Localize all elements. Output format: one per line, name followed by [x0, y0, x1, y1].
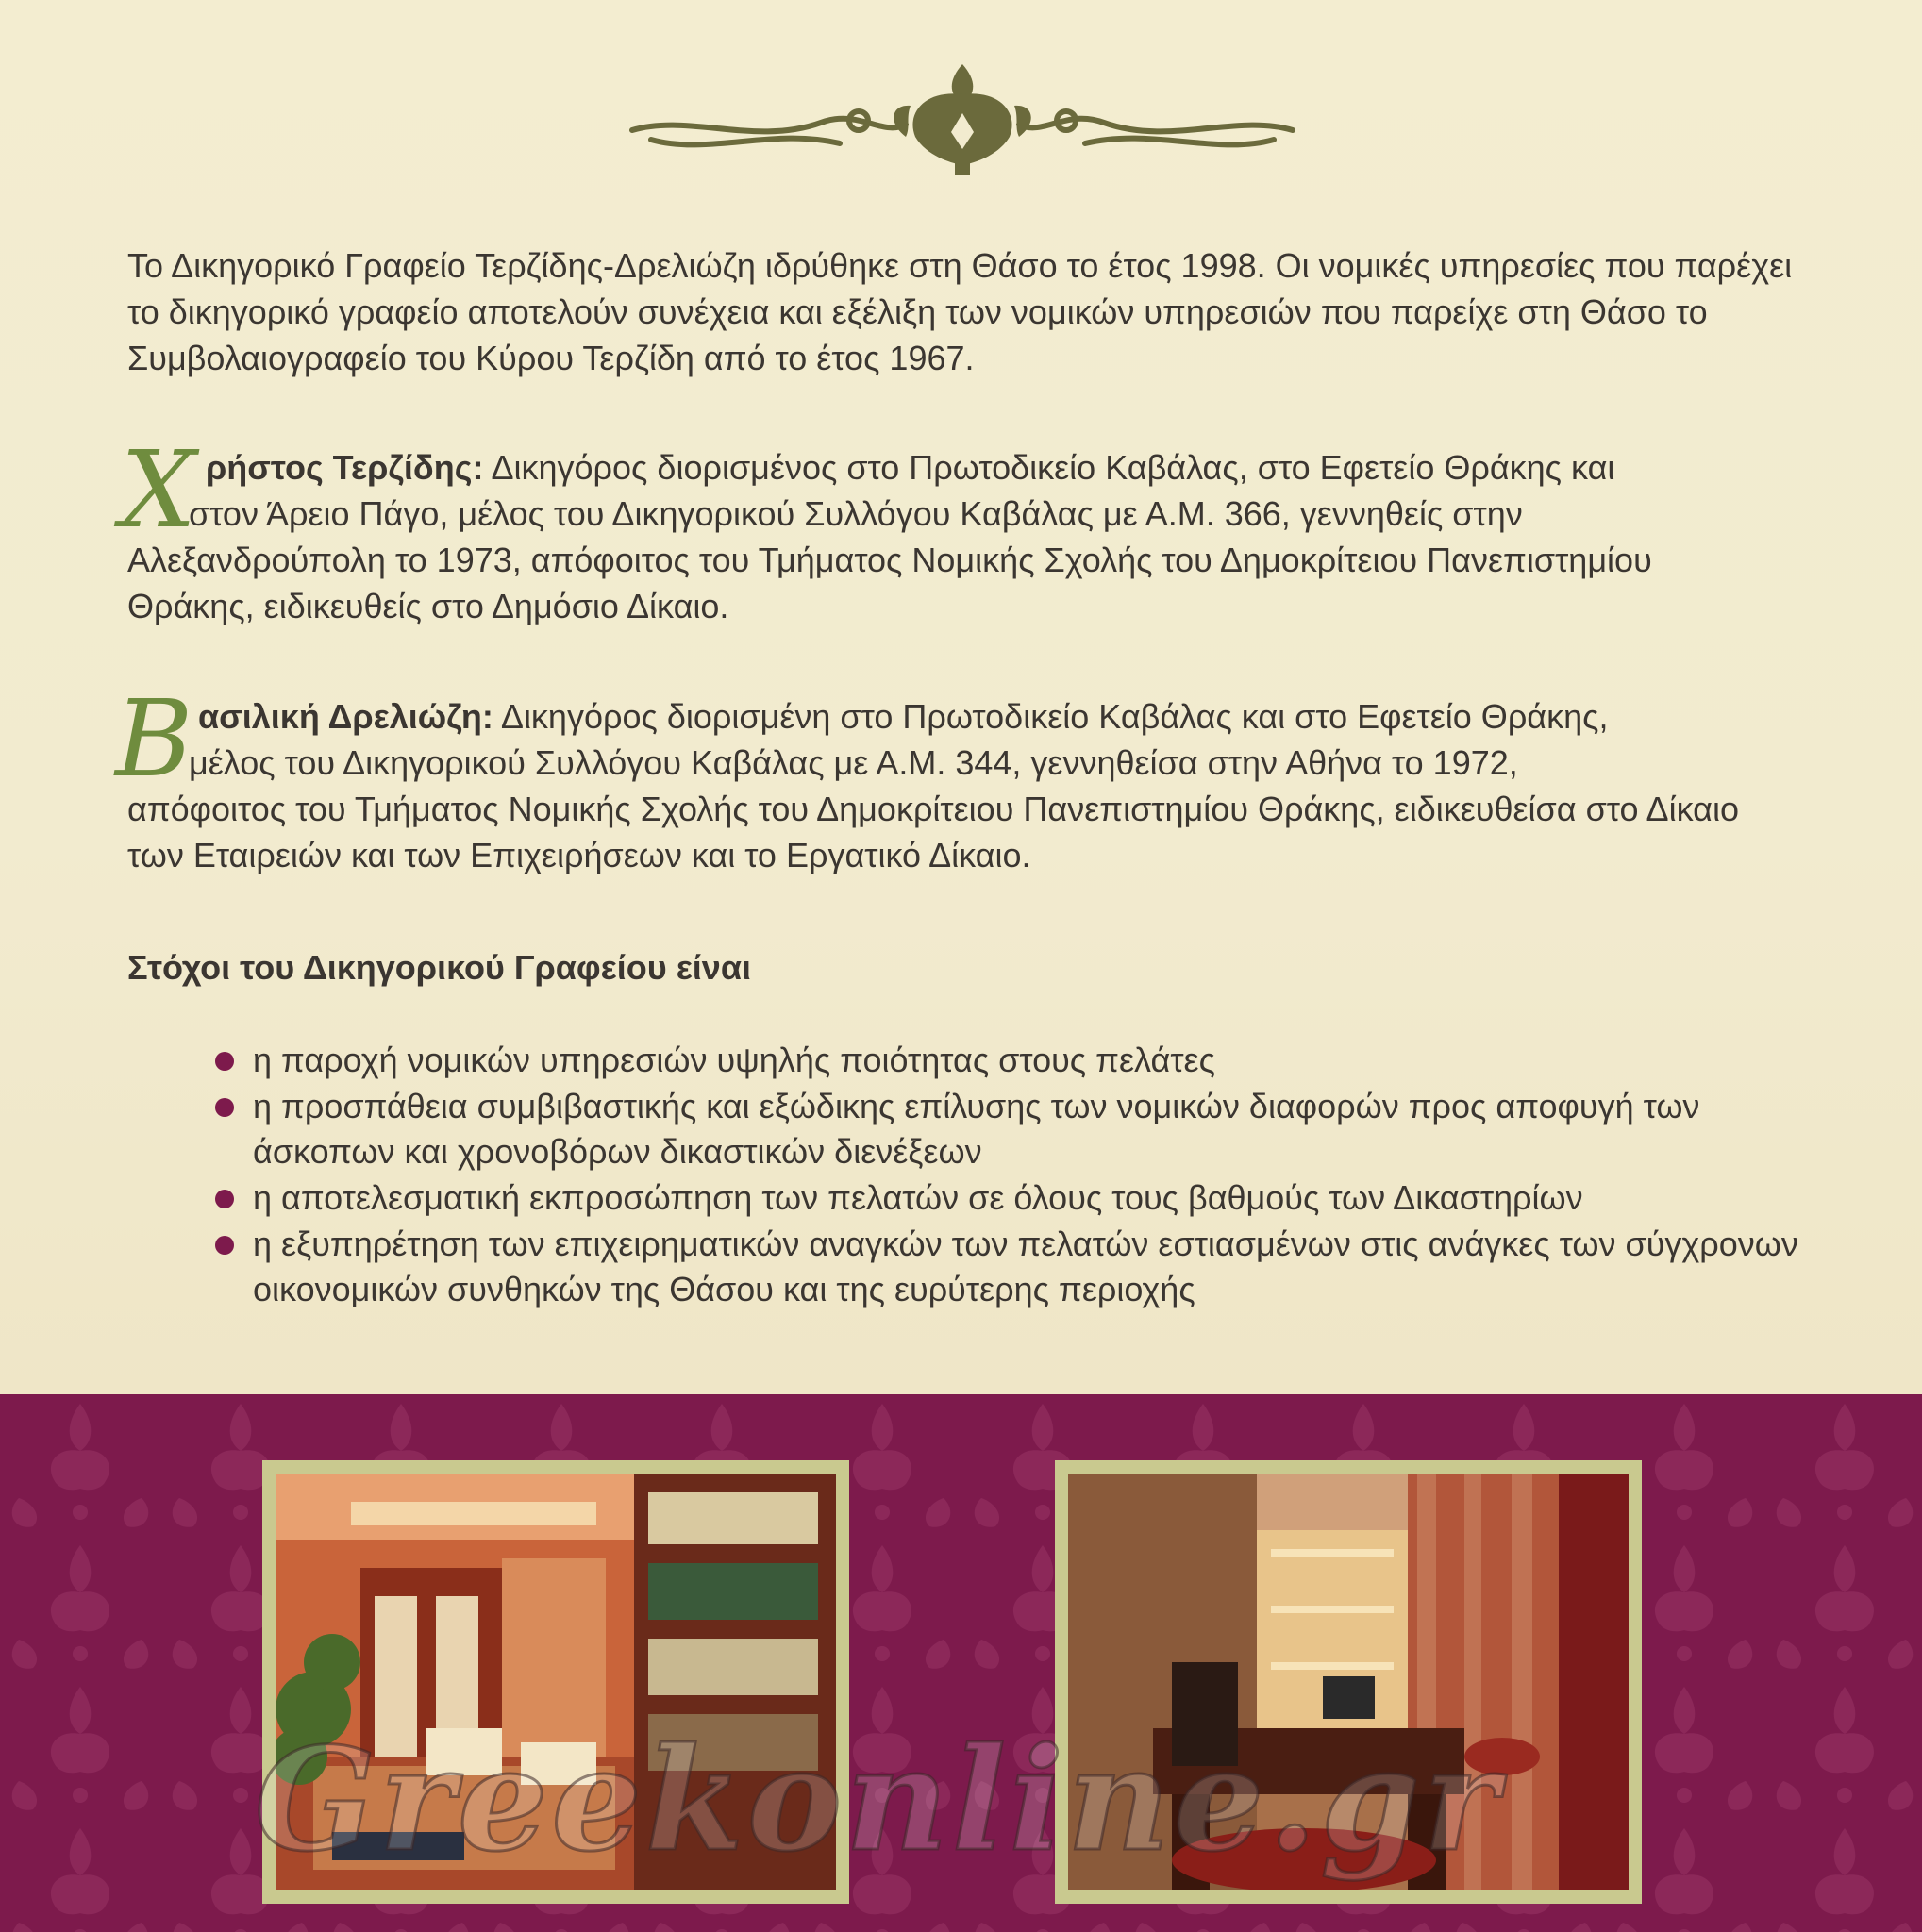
ornament-divider [623, 57, 1302, 179]
bullet-icon [215, 1236, 234, 1255]
christos-line-1 [206, 444, 1614, 491]
vasiliki-line-1 [198, 693, 1608, 740]
christos-line1-rest: Δικηγόρος διορισμένος στο Πρωτοδικείο Καβάλας, στο Εφετείο Θράκης και [483, 448, 1615, 487]
list-item: η αποτελεσματική εκπροσώπηση των πελατών σε όλους τους βαθμούς των Δικαστηρίων [215, 1175, 1819, 1221]
vasiliki-name: ασιλική Δρελιώζη: [198, 697, 493, 736]
list-item: η προσπάθεια συμβιβαστικής και εξώδικης επίλυσης των νομικών διαφορών προς αποφυγή των άσκοπων και χρονοβόρων δικαστικών διενέξεων [215, 1084, 1819, 1174]
goals-list [215, 1038, 1819, 1313]
bullet-icon [215, 1098, 234, 1117]
intro-paragraph: Το Δικηγορικό Γραφείο Τερζίδης-Δρελιώζη ιδρύθηκε στη Θάσο το έτος 1998. Οι νομικές υπηρεσίες που παρέχει το δικηγορικό γραφείο αποτελούν συνέχεια και εξέλιξη των νομικών υπηρεσιών που παρείχε στη Θάσο το Συμβολαιογραφείο του Κύρου Τερζίδη από το έτος 1967. [127, 246, 1793, 377]
bullet-icon [215, 1052, 234, 1071]
list-item: η παροχή νομικών υπηρεσιών υψηλής ποιότητας στους πελάτες [215, 1038, 1819, 1083]
vasiliki-line1-rest: Δικηγόρος διορισμένη στο Πρωτοδικείο Καβάλας και στο Εφετείο Θράκης, [493, 697, 1609, 736]
christos-rest: Αλεξανδρούπολη το 1973, απόφοιτος του Τμήματος Νομικής Σχολής του Δημοκρίτειου Πανεπιστημίου Θράκης, ειδικευθείς στο Δημόσιο Δίκαιο. [127, 541, 1652, 625]
vasiliki-rest: απόφοιτος του Τμήματος Νομικής Σχολής του Δημοκρίτειου Πανεπιστημίου Θράκης, ειδικευθείσα στο Δίκαιο των Εταιρειών και των Επιχειρήσεων και το Εργατικό Δίκαιο. [127, 790, 1739, 874]
list-item: η εξυπηρέτηση των επιχειρηματικών αναγκών των πελατών εστιασμένων στις ανάγκες των σύγχρονων οικονομικών συνθηκών της Θάσου και της ευρύτερης περιοχής [215, 1222, 1819, 1312]
bullet-icon [215, 1190, 234, 1208]
christos-name: ρήστος Τερζίδης: [206, 448, 484, 487]
watermark-text: Greekonline.gr [255, 1717, 1502, 1883]
vasiliki-line-2: μέλος του Δικηγορικού Συλλόγου Καβάλας με Α.Μ. 344, γεννηθείσα στην Αθήνα το 1972, [189, 743, 1518, 782]
dropcap-chi: Χ [121, 429, 196, 552]
dropcap-beta: Β [115, 678, 193, 801]
goals-heading: Στόχοι του Δικηγορικού Γραφείου είναι [127, 948, 751, 987]
christos-line-2: στον Άρειο Πάγο, μέλος του Δικηγορικού Συλλόγου Καβάλας με Α.Μ. 366, γεννηθείς στην [189, 494, 1523, 533]
